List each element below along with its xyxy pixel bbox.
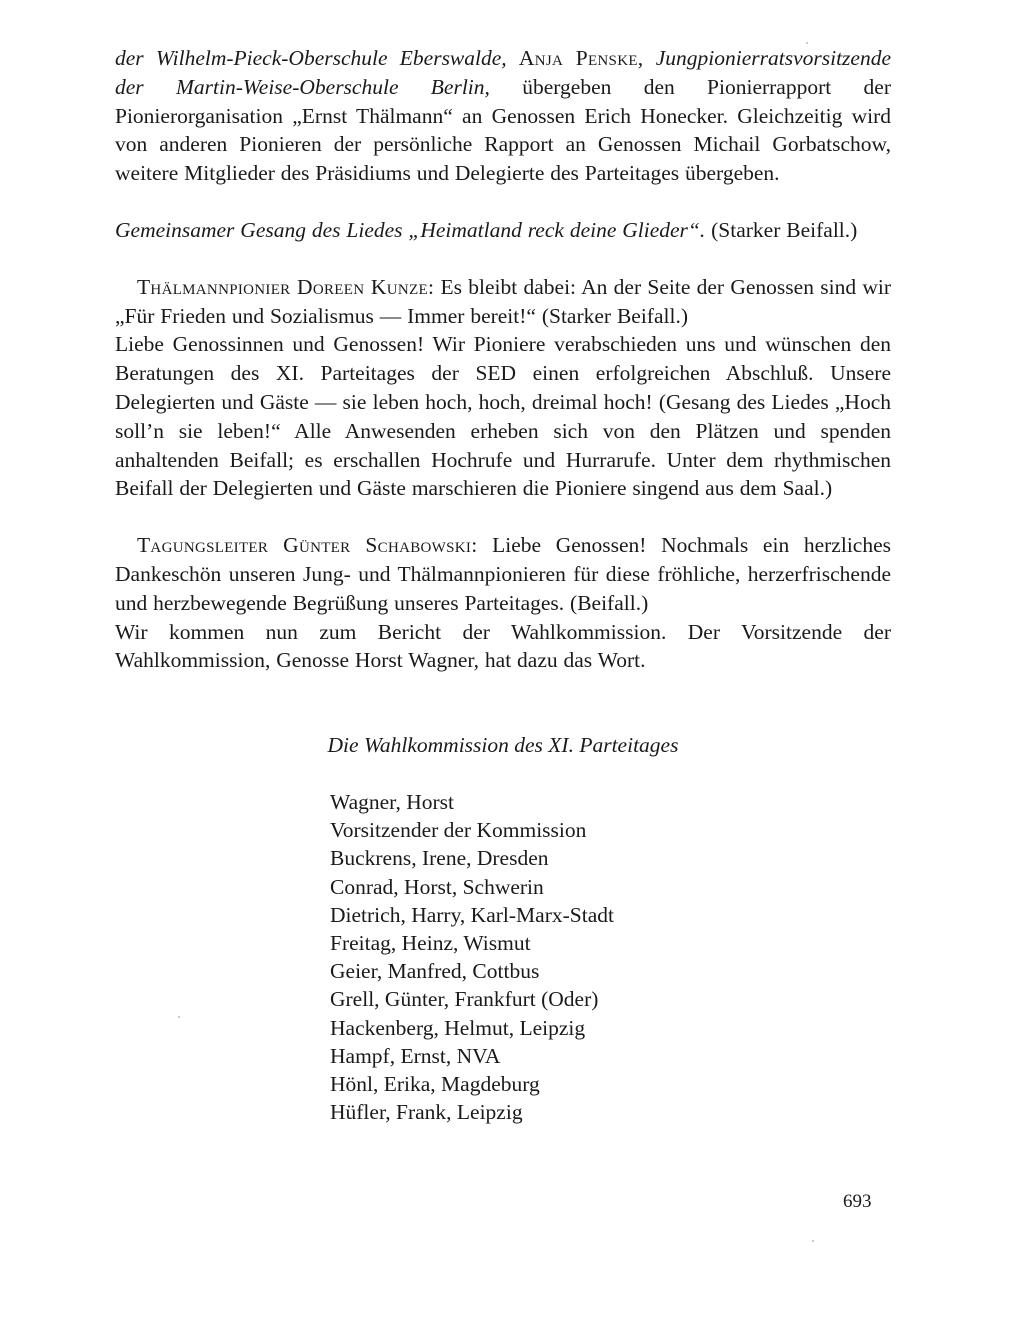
school-name-eberswalde: der Wilhelm-Pieck-Oberschule Eberswalde, — [115, 46, 507, 70]
commission-member: Buckrens, Irene, Dresden — [330, 846, 549, 871]
paragraph-verabschiedung: Liebe Genossinnen und Genossen! Wir Pioniere verabschieden uns und wünschen den Beratungen des XI. Parteitages der SED einen erfolgreichen Abschluß. Unsere Delegierten und Gäste — sie leben hoch, hoch, dreimal hoch! (Gesang des Liedes „Hoch soll’n sie leben!“ Alle Anwesenden erheben sich von den Plätzen und spenden anhaltenden Beifall; es erschallen Hochrufe und Hurrarufe. Unter dem rhythmischen Beifall der Delegierten und Gäste marschieren die Pioniere singend aus dem Saal.) — [115, 332, 891, 501]
commission-member-list — [115, 788, 891, 1126]
paragraph-wahlkommission-bericht: Wir kommen nun zum Bericht der Wahlkommission. Der Vorsitzende der Wahlkommission, Genosse Horst Wagner, hat dazu das Wort. — [115, 619, 891, 673]
scan-speck — [812, 1240, 814, 1242]
commission-member: Freitag, Heinz, Wismut — [330, 930, 531, 955]
speaker-label: Thälmannpionier Doreen Kunze: — [137, 274, 435, 299]
spacer — [115, 188, 891, 216]
paragraph-text: übergeben den Pionierrapport der Pionierorganisation „Ernst Thälmann“ an Genossen Erich Honecker. Gleichzeitig wird von anderen Pionieren der persönliche Rapport an Genossen Michail Gorbatschow, weitere Mitglieder des Präsidiums und Delegierte des Parteitages übergeben. — [115, 74, 892, 186]
commission-member: Hüfler, Frank, Leipzig — [330, 1100, 523, 1125]
scan-speck — [178, 1016, 180, 1018]
paragraph-pionierrapport — [115, 44, 891, 188]
commission-title: Die Wahlkommission des XI. Parteitages — [327, 733, 679, 758]
role-jungpionierratsvorsitzende: Jungpionierratsvorsitzende der Martin-Weise-Oberschule Berlin, — [115, 46, 892, 99]
paragraph-schabowski — [115, 531, 891, 617]
page-body — [115, 44, 891, 1126]
commission-member: Grell, Günter, Frankfurt (Oder) — [330, 987, 599, 1012]
commission-member: Vorsitzender der Kommission — [330, 818, 587, 843]
speaker-label: Tagungsleiter Günter Schabowski: — [137, 533, 478, 558]
commission-member: Hampf, Ernst, NVA — [330, 1043, 501, 1068]
spacer — [115, 675, 891, 731]
speech-text: Liebe Genossen! Nochmals ein herzliches Dankeschön unseren Jung- und Thälmannpionieren für diese fröhliche, herzerfrischende und herzbewegende Begrüßung unseres Parteitages. (Beifall.) — [115, 533, 891, 615]
commission-member: Geier, Manfred, Cottbus — [330, 959, 540, 984]
spacer — [115, 503, 891, 531]
spacer — [115, 245, 891, 273]
stage-direction-gesang: Gemeinsamer Gesang des Liedes „Heimatland reck deine Glieder“. — [115, 217, 706, 242]
applause-note: (Starker Beifall.) — [711, 217, 858, 242]
commission-member: Conrad, Horst, Schwerin — [330, 874, 544, 899]
scan-speck — [806, 42, 808, 44]
page-number: 693 — [843, 1191, 872, 1212]
speech-text: Es bleibt dabei: An der Seite der Genossen sind wir „Für Frieden und Sozialismus — Immer bereit!“ (Starker Beifall.) — [115, 274, 892, 328]
person-name-anja-penske: Anja Penske, — [518, 46, 644, 70]
commission-member: Hackenberg, Helmut, Leipzig — [330, 1015, 586, 1040]
spacer — [115, 760, 891, 788]
commission-member: Hönl, Erika, Magdeburg — [330, 1071, 540, 1096]
paragraph-doreen-kunze — [115, 273, 891, 331]
commission-member: Dietrich, Harry, Karl-Marx-Stadt — [330, 902, 614, 927]
commission-member: Wagner, Horst — [330, 789, 454, 814]
paragraph-gesang — [115, 216, 891, 245]
